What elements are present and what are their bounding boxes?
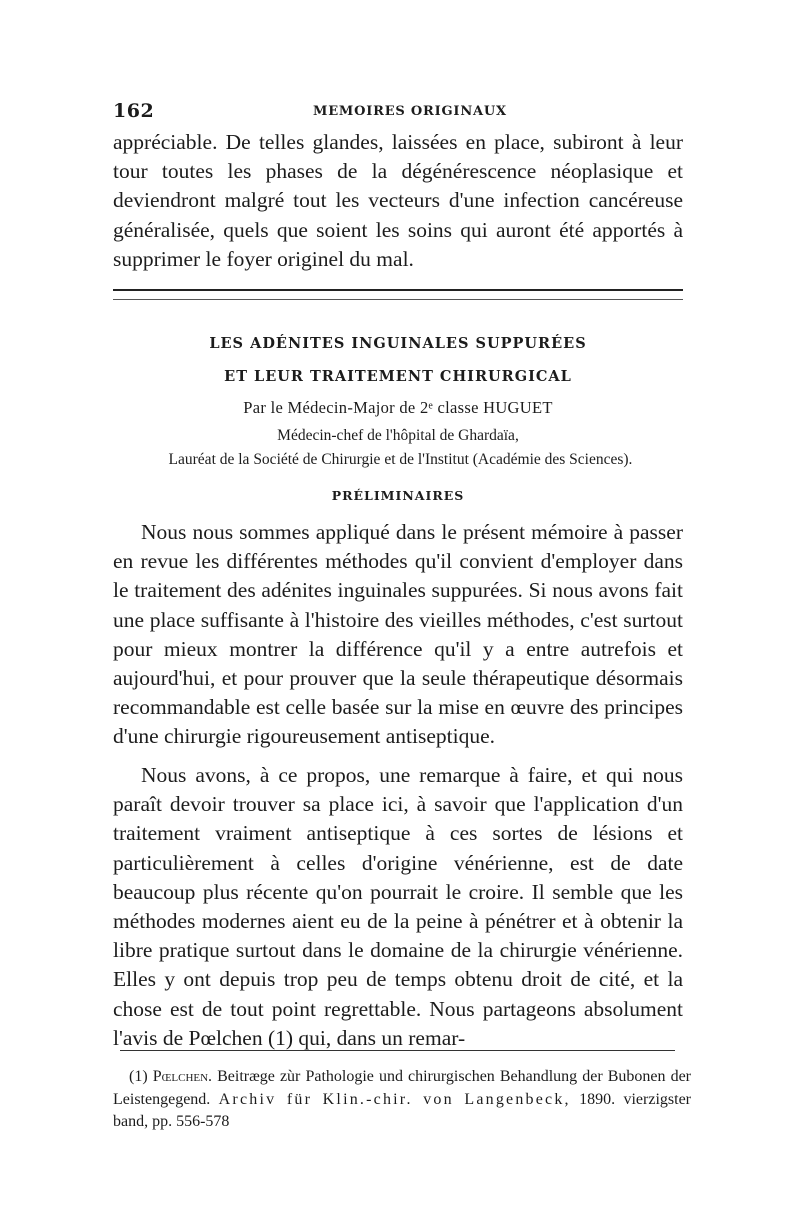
page-number: 162 xyxy=(113,100,155,122)
footnote-divider xyxy=(120,1050,675,1051)
footnote-citation: 1890. vierzigster band, pp. 556-578 xyxy=(113,1090,692,1130)
article-title-line1: LES ADÉNITES INGUINALES SUPPURÉES xyxy=(209,335,587,352)
section-divider xyxy=(113,289,683,300)
footnote-title: Beitræge zùr Pathologie und chirurgischen Behandlung der Bubonen der Leistengegend. xyxy=(113,1068,691,1108)
page-header xyxy=(113,100,683,124)
section-heading: PRÉLIMINAIRES xyxy=(331,488,465,503)
footnote-author: Pœlchen. xyxy=(152,1068,213,1085)
footnote xyxy=(113,1066,691,1134)
intro-paragraph: appréciable. De telles glandes, laissées en place, subiront à leur tour toutes les phases de la dégénérescence néoplasique et deviendront malgré tout les vecteurs d'une infection cancéreuse généralisée, quels que soient les soins qui auront été apportés à supprimer le foyer originel du mal. xyxy=(113,130,683,271)
running-head: MEMOIRES ORIGINAUX xyxy=(313,104,507,119)
body-paragraph-1: Nous nous sommes appliqué dans le présent mémoire à passer en revue les différentes méthodes qu'il convient d'employer dans le traitement des adénites inguinales suppurées. Si nous avons fait une place suffisante à l'histoire des vieilles méthodes, c'est surtout pour mieux montrer la différence qu'il y a entre autrefois et aujourd'hui, et pour prouver que la seule thérapeutique désormais recommandable est celle basée sur la mise en œuvre des principes d'une chirurgie rigoureusement antiseptique. xyxy=(113,520,683,749)
author-affiliation-line2: Lauréat de la Société de Chirurgie et de l'Institut (Académie des Sciences). xyxy=(168,451,633,468)
footnote-journal: Archiv für Klin.-chir. von Langenbeck, xyxy=(218,1090,571,1108)
footnote-marker: (1) xyxy=(129,1068,148,1085)
article-title-line2: ET LEUR TRAITEMENT CHIRURGICAL xyxy=(224,368,572,385)
article-byline: Par le Médecin-Major de 2ᵉ classe HUGUET xyxy=(243,398,553,417)
body-paragraph-2: Nous avons, à ce propos, une remarque à faire, et qui nous paraît devoir trouver sa place ici, à savoir que l'application d'un traitement vraiment antiseptique à ces sortes de lésions et particulièrement à celles d'origine vénérienne, est de date beaucoup plus récente qu'on pourrait le croire. Il semble que les méthodes modernes aient eu de la peine à pénétrer et à obtenir la libre pratique surtout dans le domaine de la chirurgie vénérienne. Elles y ont depuis trop peu de temps obtenu droit de cité, et la chose est de tout point regrettable. Nous partageons absolument l'avis de Pœlchen (1) qui, dans un remar- xyxy=(113,763,683,1050)
author-affiliation-line1: Médecin-chef de l'hôpital de Ghardaïa, xyxy=(277,427,519,444)
